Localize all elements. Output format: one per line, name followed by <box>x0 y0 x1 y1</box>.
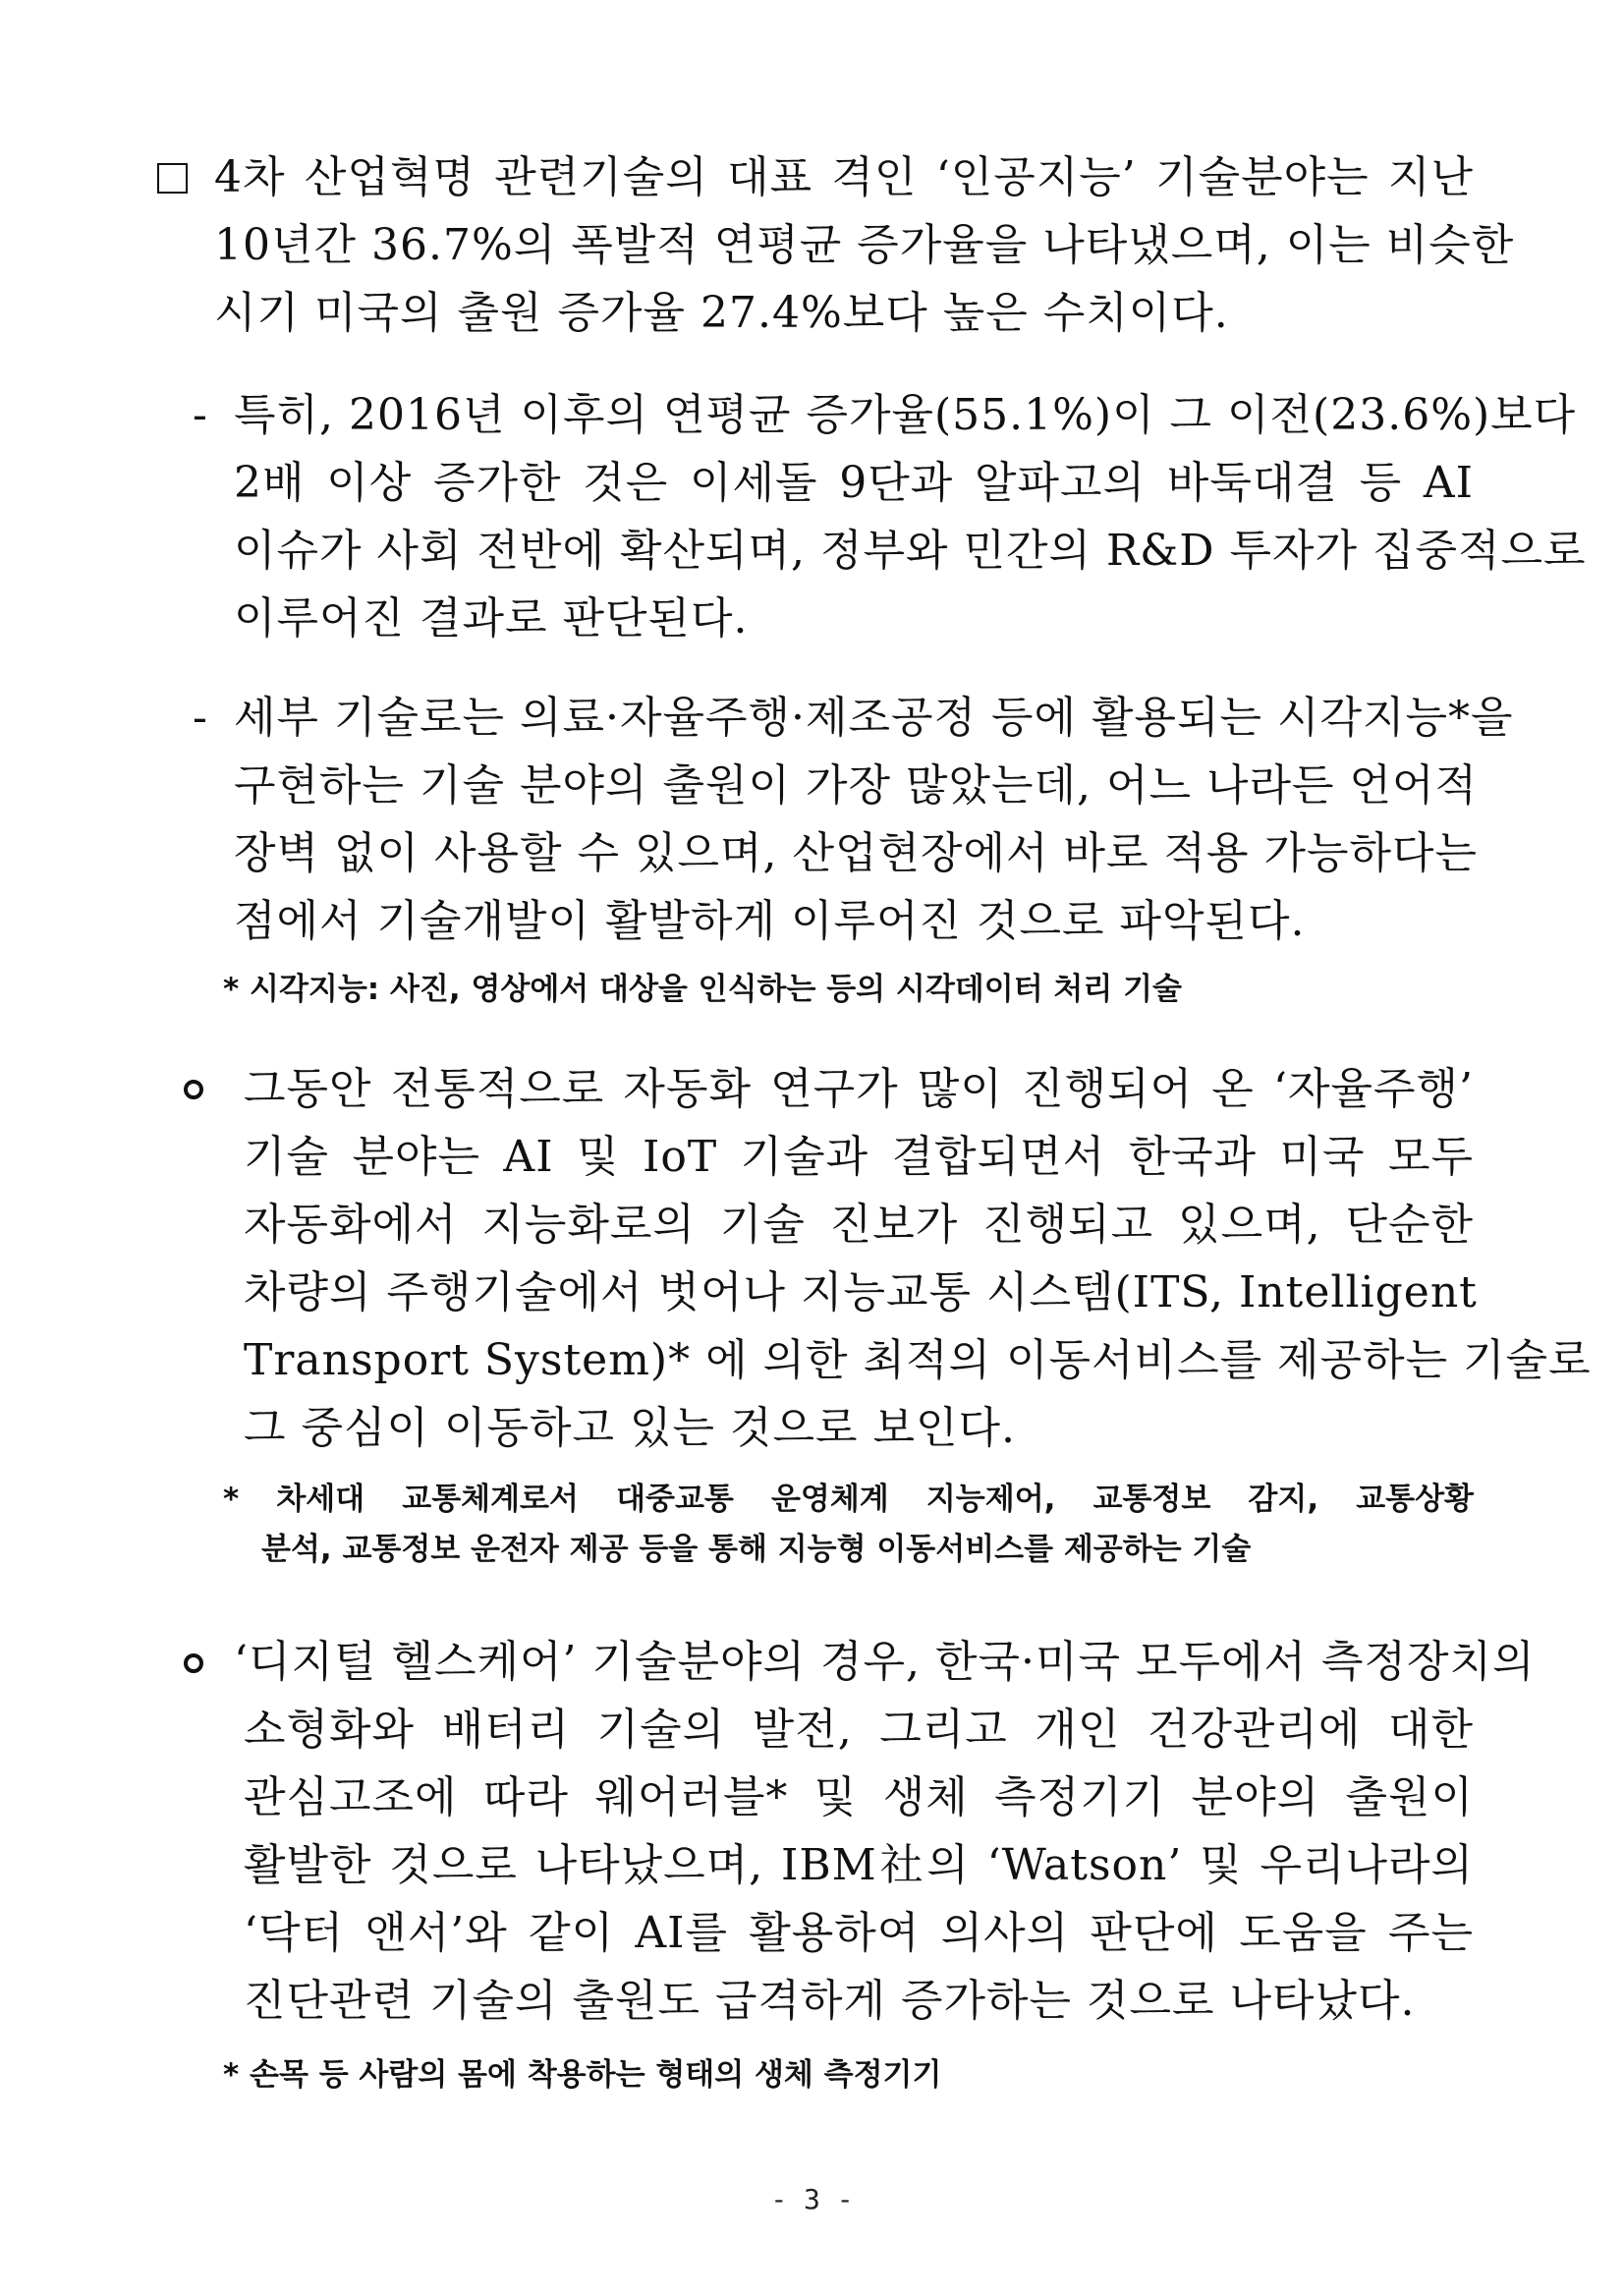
bullet1-line-4: 차량의 주행기술에서 벗어나 지능교통 시스템(ITS, Intelligent <box>244 1267 1478 1317</box>
dash-marker: - <box>193 390 207 440</box>
circle-bullet-icon <box>184 1080 203 1099</box>
section-line-3: 시기 미국의 출원 증가율 27.4%보다 높은 수치이다. <box>214 288 1229 338</box>
bullet1-line-5: Transport System)* 에 의한 최적의 이동서비스를 제공하는 기술로 <box>244 1335 1592 1385</box>
dash1-line-4: 이루어진 결과로 판단된다. <box>234 593 749 644</box>
dash1-line-1: 특히, 2016년 이후의 연평균 증가율(55.1%)이 그 이전(23.6%)보다 <box>234 390 1577 440</box>
section-line-2: 10년간 36.7%의 폭발적 연평균 증가율을 나타냈으며, 이는 비슷한 <box>214 220 1515 270</box>
dash2-line-1: 세부 기술로는 의료·자율주행·제조공정 등에 활용되는 시각지능*을 <box>234 693 1514 743</box>
circle-bullet-icon <box>184 1653 203 1673</box>
bullet1-line-2: 기술 분야는 AI 및 IoT 기술과 결합되면서 한국과 미국 모두 <box>244 1132 1474 1182</box>
footnote-wearable: * 손목 등 사람의 몸에 착용하는 형태의 생체 측정기기 <box>223 2057 942 2093</box>
dash2-line-2: 구현하는 기술 분야의 출원이 가장 많았는데, 어느 나라든 언어적 <box>234 760 1478 811</box>
checkbox-square-icon <box>157 163 188 194</box>
footnote-its-line-2: 분석, 교통정보 운전자 제공 등을 통해 지능형 이동서비스를 제공하는 기술 <box>261 1532 1252 1567</box>
dash1-line-2: 2배 이상 증가한 것은 이세돌 9단과 알파고의 바둑대결 등 AI <box>234 458 1474 508</box>
bullet1-line-3: 자동화에서 지능화로의 기술 진보가 진행되고 있으며, 단순한 <box>244 1200 1474 1250</box>
bullet2-line-4: 활발한 것으로 나타났으며, IBM社의 ‘Watson’ 및 우리나라의 <box>244 1840 1474 1890</box>
section-line-1: 4차 산업혁명 관련기술의 대표 격인 ‘인공지능’ 기술분야는 지난 <box>214 152 1474 202</box>
bullet2-line-3: 관심고조에 따라 웨어러블* 및 생체 측정기기 분야의 출원이 <box>244 1772 1474 1822</box>
dash1-line-3: 이슈가 사회 전반에 확산되며, 정부와 민간의 R&D 투자가 집중적으로 <box>234 526 1587 576</box>
dash-marker: - <box>193 693 207 743</box>
bullet1-line-1: 그동안 전통적으로 자동화 연구가 많이 진행되어 온 ‘자율주행’ <box>244 1064 1474 1114</box>
dash2-line-4: 점에서 기술개발이 활발하게 이루어진 것으로 파악된다. <box>234 896 1306 946</box>
bullet2-line-2: 소형화와 배터리 기술의 발전, 그리고 개인 건강관리에 대한 <box>244 1705 1475 1755</box>
page-number: - 3 - <box>770 2183 854 2215</box>
footnote-its-line-1: * 차세대 교통체계로서 대중교통 운영체계 지능제어, 교통정보 감지, 교통상황 <box>223 1482 1474 1517</box>
dash2-line-3: 장벽 없이 사용할 수 있으며, 산업현장에서 바로 적용 가능하다는 <box>234 828 1478 878</box>
footnote-visual-intelligence: * 시각지능: 사진, 영상에서 대상을 인식하는 등의 시각데이터 처리 기술 <box>223 972 1183 1007</box>
bullet2-line-1: ‘디지털 헬스케어’ 기술분야의 경우, 한국·미국 모두에서 측정장치의 <box>234 1637 1536 1687</box>
bullet1-line-6: 그 중심이 이동하고 있는 것으로 보인다. <box>244 1403 1016 1453</box>
bullet2-line-6: 진단관련 기술의 출원도 급격하게 증가하는 것으로 나타났다. <box>244 1976 1416 2026</box>
bullet2-line-5: ‘닥터 앤서’와 같이 AI를 활용하여 의사의 판단에 도움을 주는 <box>244 1908 1474 1958</box>
